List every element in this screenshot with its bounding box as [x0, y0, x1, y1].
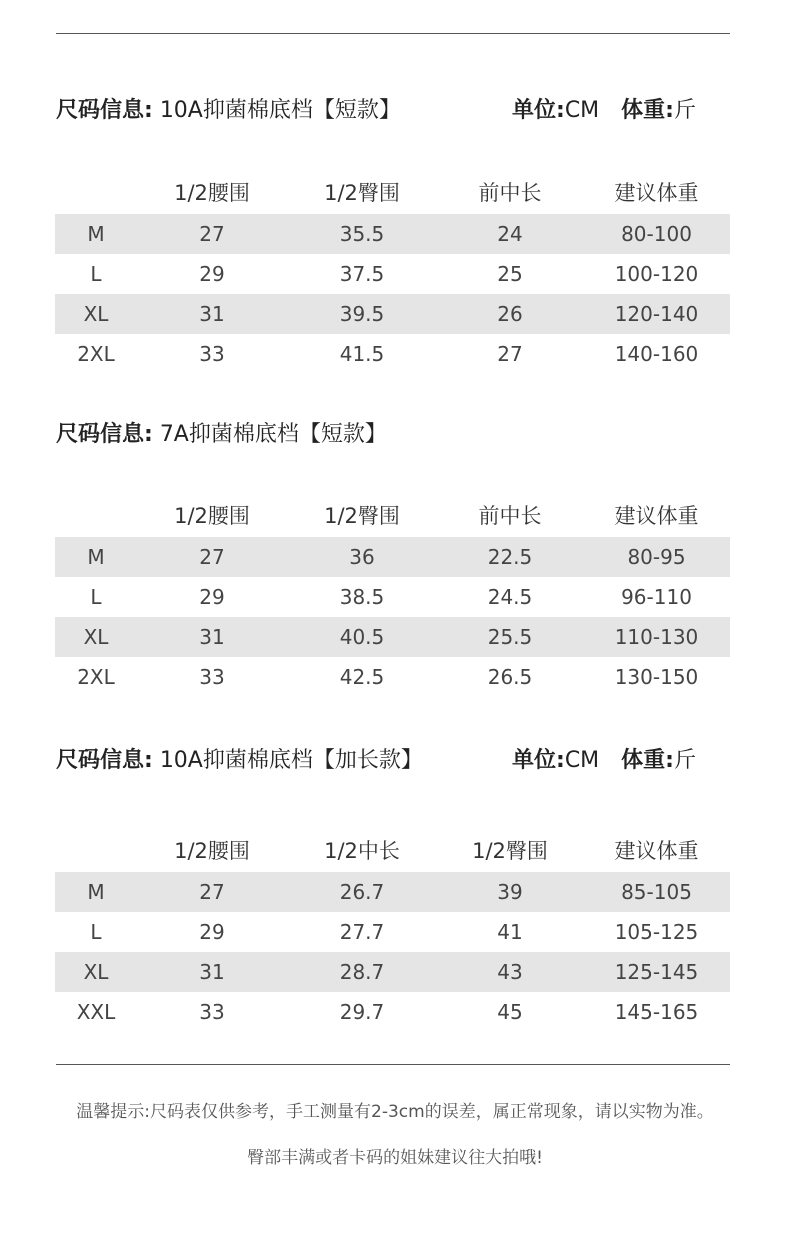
- size-cell: L: [90, 920, 102, 944]
- header-cell: 1/2中长: [324, 839, 400, 863]
- table-row: [55, 617, 730, 657]
- table-cell: 22.5: [437, 537, 583, 577]
- table-row: [55, 952, 730, 992]
- size-cell: 2XL: [77, 342, 115, 366]
- header-cell: [55, 828, 137, 872]
- table-row: [55, 657, 730, 697]
- header-cell: [55, 493, 137, 537]
- table-cell: 37.5: [339, 262, 385, 286]
- table-cell: 105-125: [614, 920, 699, 944]
- table-cell: 33: [199, 665, 225, 689]
- size-disclaimer: 温馨提示:尺码表仅供参考，手工测量有2-3cm的误差，属正常现象，请以实物为准。: [76, 1102, 714, 1122]
- header-cell: 1/2腰围: [174, 181, 250, 205]
- unit-label: 单位:: [512, 98, 565, 123]
- table-row: [55, 214, 730, 254]
- table-cell: 40.5: [287, 617, 437, 657]
- table-cell: 26.7: [287, 872, 437, 912]
- header-cell: 1/2臀围: [324, 181, 400, 205]
- table-cell: 29.7: [339, 1000, 385, 1024]
- section-3-product: 10A抑菌棉底档【加长款】: [159, 748, 423, 773]
- table-cell: 140-160: [614, 342, 699, 366]
- table-cell: 36: [287, 537, 437, 577]
- section-2-label: 尺码信息:: [56, 422, 153, 447]
- size-advice: 臀部丰满或者卡码的姐妹建议往大拍哦!: [247, 1148, 543, 1168]
- table-row: [55, 577, 730, 617]
- size-table-3: [55, 828, 730, 1032]
- size-cell: XXL: [76, 1000, 116, 1024]
- table-cell: 45: [497, 1000, 523, 1024]
- table-cell: 43: [437, 952, 583, 992]
- table-cell: 41: [497, 920, 523, 944]
- header-cell: 1/2腰围: [174, 839, 250, 863]
- table-cell: 42.5: [339, 665, 385, 689]
- header-cell: 建议体重: [614, 504, 699, 528]
- table-cell: 41.5: [339, 342, 385, 366]
- size-cell: M: [55, 872, 137, 912]
- size-cell: L: [90, 262, 102, 286]
- section-3-label: 尺码信息:: [56, 748, 153, 773]
- size-table-2: [55, 493, 730, 697]
- table-cell: 39: [437, 872, 583, 912]
- table-header-row: [55, 493, 730, 537]
- table-cell: 24.5: [487, 585, 533, 609]
- table-cell: 27: [497, 342, 523, 366]
- size-cell: M: [55, 214, 137, 254]
- table-row: [55, 334, 730, 374]
- table-row: [55, 872, 730, 912]
- weight-label: 体重:: [621, 98, 674, 123]
- unit-label: 单位:: [512, 748, 565, 773]
- header-cell: 建议体重: [614, 839, 699, 863]
- table-cell: 27: [137, 214, 287, 254]
- header-cell: 1/2臀围: [472, 839, 548, 863]
- table-header-row: [55, 170, 730, 214]
- unit-value: CM: [564, 98, 600, 123]
- table-cell: 100-120: [614, 262, 699, 286]
- table-cell: 33: [199, 1000, 225, 1024]
- header-cell: 建议体重: [614, 181, 699, 205]
- size-cell: XL: [55, 294, 137, 334]
- section-1-title: [56, 95, 401, 127]
- table-cell: 24: [437, 214, 583, 254]
- table-cell: 31: [137, 294, 287, 334]
- table-cell: 125-145: [583, 952, 730, 992]
- table-cell: 145-165: [614, 1000, 699, 1024]
- table-cell: 110-130: [583, 617, 730, 657]
- table-cell: 130-150: [614, 665, 699, 689]
- size-table-1: [55, 170, 730, 374]
- header-cell: 前中长: [478, 181, 542, 205]
- section-3-unit-info: [512, 745, 696, 777]
- table-cell: 80-100: [583, 214, 730, 254]
- size-cell: L: [90, 585, 102, 609]
- section-1-label: 尺码信息:: [56, 98, 153, 123]
- table-cell: 31: [137, 952, 287, 992]
- top-divider: [56, 33, 730, 34]
- table-cell: 26: [437, 294, 583, 334]
- table-cell: 85-105: [583, 872, 730, 912]
- table-cell: 38.5: [339, 585, 385, 609]
- table-row: [55, 912, 730, 952]
- header-cell: 1/2臀围: [324, 504, 400, 528]
- table-cell: 25: [497, 262, 523, 286]
- table-row: [55, 537, 730, 577]
- header-cell: [55, 170, 137, 214]
- table-cell: 96-110: [621, 585, 692, 609]
- table-cell: 29: [199, 920, 225, 944]
- table-cell: 120-140: [583, 294, 730, 334]
- weight-value: 斤: [673, 748, 696, 773]
- section-1-product: 10A抑菌棉底档【短款】: [159, 98, 401, 123]
- unit-value: CM: [564, 748, 600, 773]
- table-cell: 27.7: [339, 920, 385, 944]
- table-cell: 27: [137, 537, 287, 577]
- section-2-product: 7A抑菌棉底档【短款】: [159, 422, 387, 447]
- weight-value: 斤: [673, 98, 696, 123]
- table-header-row: [55, 828, 730, 872]
- size-cell: M: [55, 537, 137, 577]
- table-row: [55, 294, 730, 334]
- size-cell: XL: [55, 952, 137, 992]
- table-cell: 31: [137, 617, 287, 657]
- table-cell: 80-95: [583, 537, 730, 577]
- table-cell: 25.5: [437, 617, 583, 657]
- size-cell: 2XL: [77, 665, 115, 689]
- section-3-title: [56, 745, 423, 777]
- table-row: [55, 992, 730, 1032]
- section-1-unit-info: [512, 95, 696, 127]
- table-cell: 39.5: [287, 294, 437, 334]
- table-row: [55, 254, 730, 294]
- bottom-divider: [56, 1064, 730, 1065]
- table-cell: 33: [199, 342, 225, 366]
- weight-label: 体重:: [621, 748, 674, 773]
- size-cell: XL: [55, 617, 137, 657]
- table-cell: 35.5: [287, 214, 437, 254]
- section-2-title: [56, 419, 387, 451]
- table-cell: 28.7: [287, 952, 437, 992]
- table-cell: 29: [199, 585, 225, 609]
- table-cell: 27: [137, 872, 287, 912]
- header-cell: 1/2腰围: [174, 504, 250, 528]
- table-cell: 26.5: [487, 665, 533, 689]
- table-cell: 29: [199, 262, 225, 286]
- header-cell: 前中长: [478, 504, 542, 528]
